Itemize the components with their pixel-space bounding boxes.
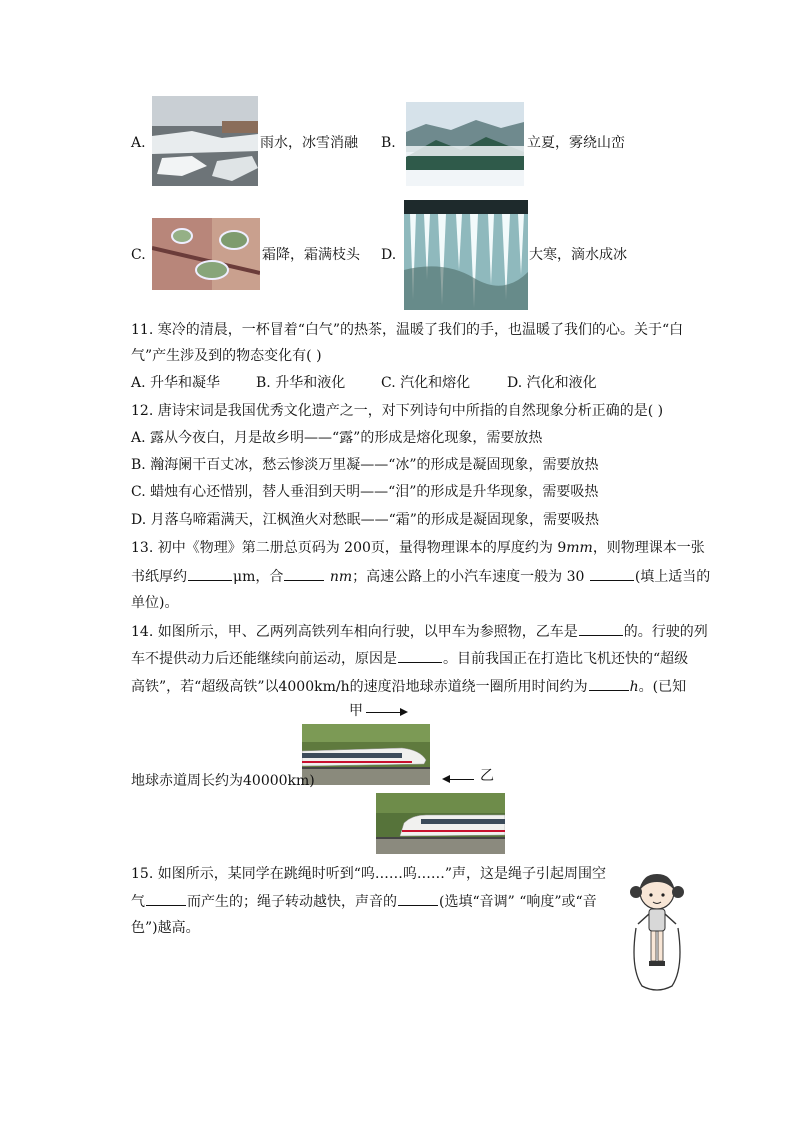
q15-line1: 15. 如图所示，某同学在跳绳时听到“呜……呜……”声，这是绳子引起周围空 xyxy=(131,866,607,882)
q14-line4: 地球赤道周长约为40000km) xyxy=(131,773,315,789)
q11-line2: 气”产生涉及到的物态变化有( ) xyxy=(131,348,322,364)
q12-option-b: B. 瀚海阑干百丈冰，愁云惨淡万里凝——“冰”的形成是凝固现象，需要放热 xyxy=(131,457,599,473)
melting-snow-river-photo xyxy=(152,96,258,186)
q12-option-a: A. 露从今夜白，月是故乡明——“露”的形成是熔化现象，需要放热 xyxy=(131,430,543,446)
misty-mountains-photo xyxy=(406,102,524,186)
q11-line1: 11. 寒冷的清晨，一杯冒着“白气”的热茶，温暖了我们的手，也温暖了我们的心。关于“白 xyxy=(131,322,684,338)
q13-line1: 13. 初中《物理》第二册总页码为 200页，量得物理课本的厚度约为 9mm，则物理课本一张 xyxy=(131,540,705,556)
option-c-letter: C. xyxy=(131,247,146,263)
right-arrow-icon xyxy=(366,712,400,713)
answer-blank[interactable] xyxy=(398,891,438,906)
option-a-letter: A. xyxy=(131,135,146,151)
train-yi-photo xyxy=(376,793,505,854)
q11-option-b: B. 升华和液化 xyxy=(256,375,346,391)
answer-blank[interactable] xyxy=(589,676,629,691)
left-arrow-icon xyxy=(448,779,474,780)
answer-blank[interactable] xyxy=(284,566,324,581)
option-b-caption: 立夏，雾绕山峦 xyxy=(527,135,625,151)
icicles-photo xyxy=(404,200,528,310)
q13-line3: 单位)。 xyxy=(131,595,179,611)
option-b-letter: B. xyxy=(381,135,396,151)
q14-line2: 车不提供动力后还能继续向前运动，原因是 。目前我国正在打造比飞机还快的“超级 xyxy=(131,648,688,669)
answer-blank[interactable] xyxy=(590,566,634,581)
q11-option-c: C. 汽化和熔化 xyxy=(381,375,471,391)
answer-blank[interactable] xyxy=(579,621,623,636)
train-jia-label: 甲 xyxy=(349,703,363,719)
option-a-caption: 雨水，冰雪消融 xyxy=(260,135,358,151)
option-d-letter: D. xyxy=(381,247,397,263)
answer-blank[interactable] xyxy=(398,648,442,663)
q12-option-c: C. 蜡烛有心还惜别，替人垂泪到天明——“泪”的形成是升华现象，需要吸热 xyxy=(131,484,599,500)
q12-stem: 12. 唐诗宋词是我国优秀文化遗产之一，对下列诗句中所指的自然现象分析正确的是( ) xyxy=(131,403,664,419)
frosted-branch-photo xyxy=(152,218,260,290)
q11-option-d: D. 汽化和液化 xyxy=(507,375,597,391)
train-jia-photo xyxy=(302,724,430,785)
train-yi-label: 乙 xyxy=(480,768,494,784)
right-arrow-head-icon xyxy=(400,708,408,716)
q15-line3: 色”)越高。 xyxy=(131,920,200,936)
q14-line1: 14. 如图所示，甲、乙两列高铁列车相向行驶，以甲车为参照物，乙车是 的。行驶的列 xyxy=(131,621,708,642)
answer-blank[interactable] xyxy=(146,891,186,906)
jump-rope-girl-illustration xyxy=(622,868,692,996)
q15-line2: 气 而产生的；绳子转动越快，声音的 (选填“音调” “响度”或“音 xyxy=(131,891,597,912)
q13-line2: 书纸厚约 μm，合 nm；高速公路上的小汽车速度一般为 30 (填上适当的 xyxy=(131,566,710,587)
answer-blank[interactable] xyxy=(188,566,232,581)
option-c-caption: 霜降，霜满枝头 xyxy=(262,247,360,263)
q11-option-a: A. 升华和凝华 xyxy=(131,375,221,391)
q12-option-d: D. 月落乌啼霜满天，江枫渔火对愁眠——“霜”的形成是凝固现象，需要吸热 xyxy=(131,512,599,528)
option-d-caption: 大寒，滴水成冰 xyxy=(529,247,627,263)
q14-line3: 高铁”，若“超级高铁”以4000km/h的速度沿地球赤道绕一圈所用时间约为 h。(已知 xyxy=(131,676,686,697)
